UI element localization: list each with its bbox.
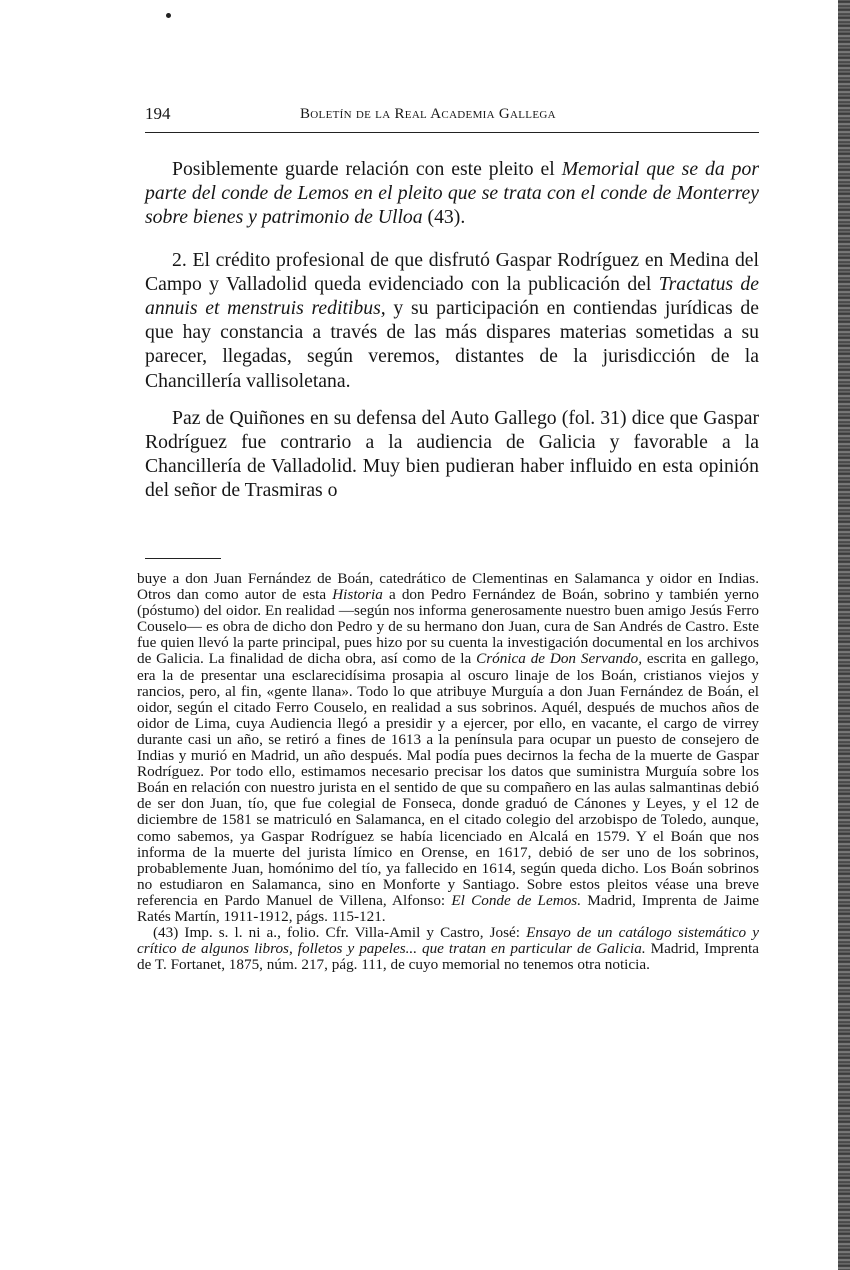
paragraph-2-text: 2. El crédito profesional de que disfrutó Gaspar Rodríguez en Medina del Campo y Valladolid queda evidenciado con la publicación del — [145, 248, 759, 295]
main-text — [145, 157, 759, 503]
paragraph-3: Paz de Quiñones en su defensa del Auto Gallego (fol. 31) dice que Gaspar Rodríguez fue contrario a la audiencia de Galicia y favorable a la Chancillería de Valladolid. Muy bien pudieran haber influido en esta opinión del señor de Trasmiras o — [145, 406, 759, 502]
footnote-text: Madrid, Imprenta de T. Fortanet, 1875, núm. 217, pág. 111, de cuyo memorial no tenemos otra noticia. — [137, 940, 759, 974]
paragraph-1-text: Posiblemente guarde relación con este pleito el — [172, 158, 562, 180]
footnote-italic: Historia — [332, 586, 383, 604]
running-title: Boletín de la Real Academia Gallega — [300, 106, 556, 122]
page-number: 194 — [145, 104, 171, 123]
tractatus-title: Tractatus de annuis et menstruis reditibus, — [145, 272, 759, 320]
paragraph-2 — [145, 248, 759, 393]
footnote-text: a don Pedro Fernández de Boán, sobrino y también yerno (póstumo) del oidor. En realidad —según nos informa generosamente nuestro buen amigo Jesús Ferro Couselo— es obra de dicho don Pedro y de su hermano don Juan, cura de San Andrés de Castro. Este fue quien llevó la parte principal, pues hizo por su cuenta la investigación documental en los archivos de Galicia. La finalidad de dicha obra, así como de la — [137, 586, 759, 668]
paragraph-2-text-end: y su participación en contiendas jurídicas de que hay constancia a través de las más dispares materias sometidas a su parecer, llegadas, según veremos, distantes de la jurisdicción de la Chancillería vallisoletana. — [145, 297, 759, 392]
footnote-italic: Crónica de Don Servando, — [476, 650, 643, 668]
footnote-ref-43: (43). — [422, 206, 466, 229]
footnote-text: escrita en gallego, era la de presentar una esclarecidísima prosapia al oscuro linaje de los Boán, cristianos viejos y rancios, pero, al fin, «gente llana». Todo lo que atribuye Murguía a don Juan Fernández de Boán, el oidor, según el citado Ferro Couselo, en realidad a sus sobrinos. Aquél, después de muchos años de oidor de Lima, cuya Audiencia llegó a presidir y a ejercer, por ello, en vacante, el cargo de virrey durante casi un año, se retiró a fines de 1613 a la península para ocupar un puesto de consejero de Indias y murió en Madrid, un año después. Mal podía pues decirnos la fecha de la muerte de Gaspar Rodríguez. Por todo ello, estimamos necesario precisar los datos que suministra Murguía sobre los Boán en relación con nuestro jurista en el sentido de que su compañero en las aulas salmantinas debió de ser don Juan, tío, que fue colegial de Fonseca, donde graduó de Cánones y Leyes, y el 12 de diciembre de 1581 se matriculó en Salamanca, en el citado colegio del arzobispo de Toledo, aunque, como sabemos, ya Gaspar Rodríguez se había licenciado en Alcalá en 1579. Y el Boán que nos informa de la muerte del jurista límico en Orense, en 1617, debió de ser uno de los sobrinos, probablemente Juan, homónimo del tío, ya fallecido en 1614, según queda dicho. Los Boán sobrinos no estudiaron en Salamanca, sino en Monforte y Santiago. Sobre estos pleitos véase una breve referencia en Pardo Manuel de Villena, Alfonso: — [137, 650, 759, 909]
footnote-43 — [137, 925, 759, 973]
footnote-text: buye a don Juan Fernández de Boán, catedrático de Clementinas en Salamanca y oidor en Indias. Otros dan como autor de esta — [137, 570, 759, 604]
footnote-separator — [145, 558, 221, 559]
footnote-italic: Ensayo de un catálogo sistemático y crítico de algunos libros, folletos y papeles... que tratan en particular de Galicia. — [137, 924, 759, 958]
scan-edge — [838, 0, 850, 1270]
footnote-text: (43) Imp. s. l. ni a., folio. Cfr. Villa-Amil y Castro, José: — [153, 924, 527, 942]
paragraph-1 — [145, 157, 759, 230]
footnote-italic: El Conde de Lemos. — [451, 891, 582, 909]
ink-speck — [166, 13, 171, 18]
page-header — [145, 104, 759, 133]
footnotes — [137, 571, 759, 973]
footnote-text: Madrid, Imprenta de Jaime Ratés Martín, 1911-1912, págs. 115-121. — [137, 891, 759, 925]
footnote-continuation — [137, 571, 759, 925]
memorial-title: Memorial que se da por parte del conde de Lemos en el pleito que se trata con el conde de Monterrey sobre bienes y patrimonio de Ulloa — [145, 158, 759, 229]
